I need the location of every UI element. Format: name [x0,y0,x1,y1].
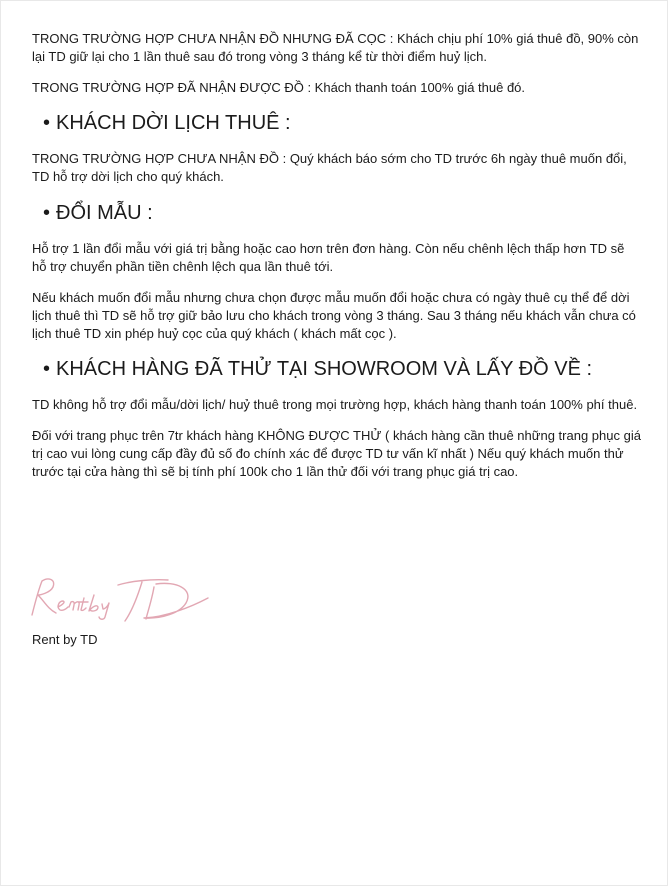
heading-reschedule-text: KHÁCH DỜI LỊCH THUÊ : [56,112,291,134]
signature-caption: Rent by TD [32,632,98,647]
heading-showroom [32,356,642,382]
heading-exchange [32,200,642,226]
paragraph-exchange-1: Hỗ trợ 1 lần đổi mẫu với giá trị bằng hoặc cao hơn trên đơn hàng. Còn nếu chênh lệch thấp hơn TD sẽ hỗ trợ chuyển phần tiền chênh lệch qua lần thuê tới. [32,241,625,274]
paragraph-showroom-1: TD không hỗ trợ đổi mẫu/dời lịch/ huỷ thuê trong mọi trường hợp, khách hàng thanh toán 100% phí thuê. [32,397,638,412]
document-body [32,30,642,494]
signature-logo [26,571,216,631]
paragraph-reschedule: TRONG TRƯỜNG HỢP CHƯA NHẬN ĐỒ : Quý khách báo sớm cho TD trước 6h ngày thuê muốn đổi, TD hỗ trợ dời lịch cho quý khách. [32,151,627,184]
heading-exchange-text: ĐỔI MẪU : [56,202,153,224]
paragraph-cancel-deposit: TRONG TRƯỜNG HỢP CHƯA NHẬN ĐỒ NHƯNG ĐÃ CỌC : Khách chịu phí 10% giá thuê đồ, 90% còn lại TD giữ lại cho 1 lần thuê sau đó trong vòng 3 tháng kể từ thời điểm huỷ lịch. [32,31,639,64]
heading-reschedule [32,110,642,136]
bullet-marker: • [43,202,51,224]
paragraph-showroom-2: Đối với trang phục trên 7tr khách hàng KHÔNG ĐƯỢC THỬ ( khách hàng cần thuê những trang phục giá trị cao vui lòng cung cấp đầy đủ số đo chính xác để được TD tư vấn kĩ nhất ) Nếu quý khách muốn thử trước tại cửa hàng thì sẽ bị tính phí 100k cho 1 lần thử đối với trang phục giá trị cao. [32,428,641,479]
bullet-marker: • [43,112,51,134]
heading-showroom-text: KHÁCH HÀNG ĐÃ THỬ TẠI SHOWROOM VÀ LẤY ĐỒ VỀ : [56,358,593,380]
paragraph-received-items: TRONG TRƯỜNG HỢP ĐÃ NHẬN ĐƯỢC ĐỒ : Khách thanh toán 100% giá thuê đó. [32,80,526,95]
paragraph-exchange-2: Nếu khách muốn đổi mẫu nhưng chưa chọn được mẫu muốn đổi hoặc chưa có ngày thuê cụ thể để dời lịch thuê thì TD sẽ hỗ trợ giữ bảo lưu cho khách trong vòng 3 tháng. Sau 3 tháng nếu khách vẫn chưa có lịch thuê TD xin phép huỷ cọc của quý khách ( khách mất cọc ). [32,290,636,341]
signature-script-image [26,571,216,631]
bullet-marker: • [43,358,51,380]
